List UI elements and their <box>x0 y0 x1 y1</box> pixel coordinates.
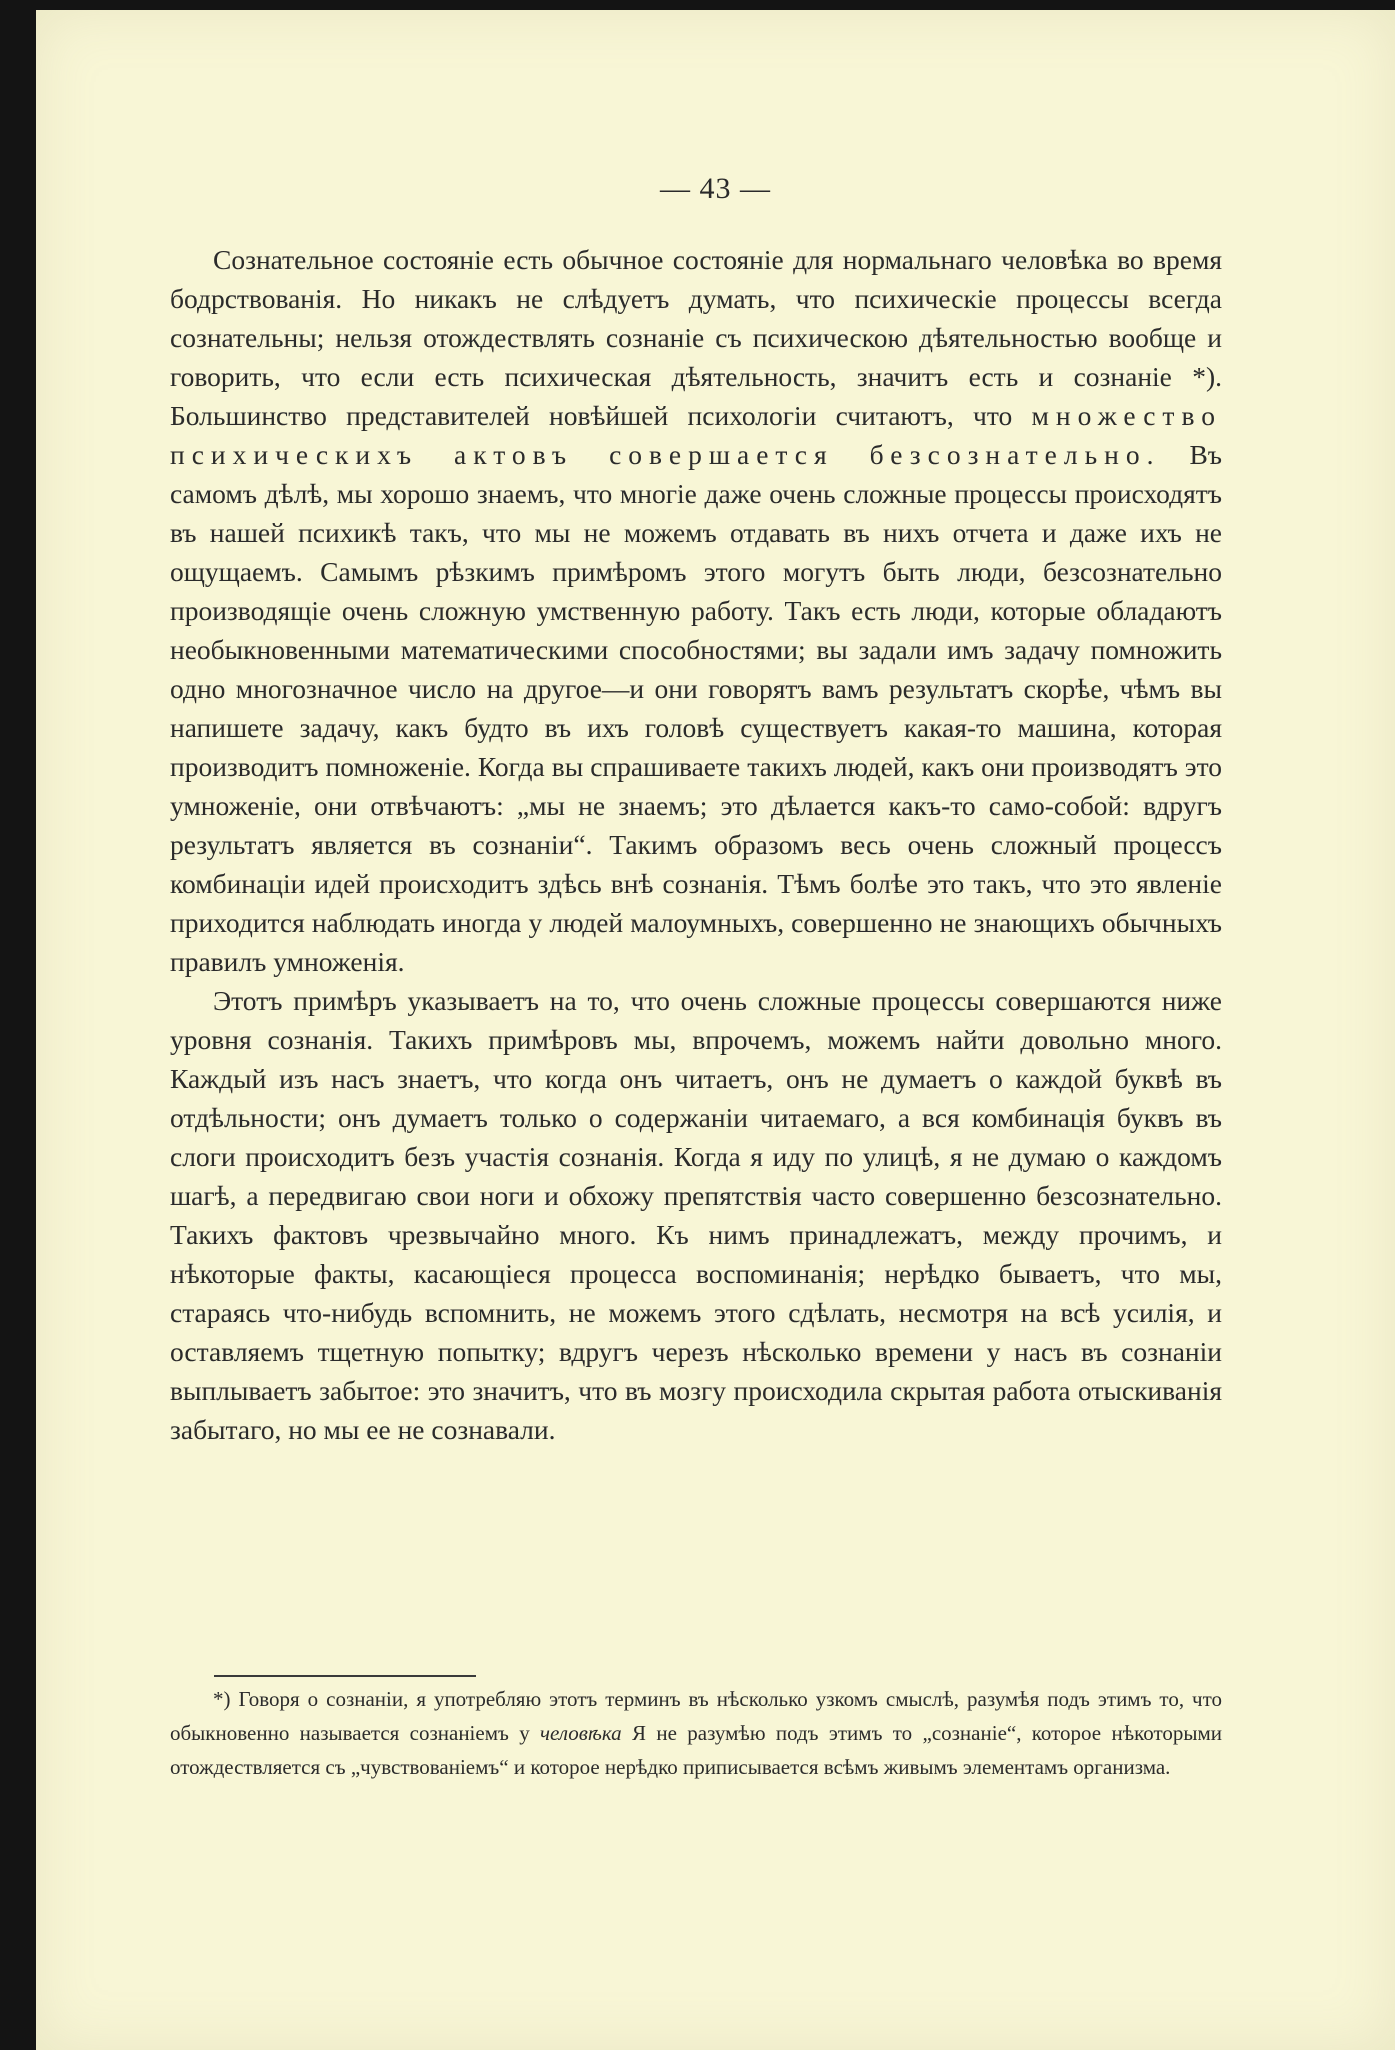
footnote-text-b: Я не разумѣю подъ этимъ то „сознаніе“, которое нѣкоторыми отождествляется съ „чувствованіемъ“ и которое нерѣдко приписывается всѣмъ живымъ элементамъ организма. <box>170 1721 1222 1779</box>
paragraph-1-text-b: Въ самомъ дѣлѣ, мы хорошо знаемъ, что многіе даже очень сложные процессы происходятъ въ нашей психикѣ такъ, что мы не можемъ отдавать въ нихъ отчета и даже ихъ не ощущаемъ. Самымъ рѣзкимъ примѣромъ этого могутъ быть люди, безсознательно производящіе очень сложную умственную работу. Такъ есть люди, которые обладаютъ необыкновенными математическими способностями; вы задали имъ задачу помножить одно многозначное число на другое—и они говорятъ вамъ результатъ скорѣе, чѣмъ вы напишете задачу, какъ будто въ ихъ головѣ существуетъ какая-то машина, которая производитъ помноженіе. Когда вы спрашиваете такихъ людей, какъ они производятъ это умноженіе, они отвѣчаютъ: „мы не знаемъ; это дѣлается какъ-то само-собой: вдругъ результатъ является въ сознаніи“. Такимъ образомъ весь очень сложный процессъ комбинаціи идей происходитъ здѣсь внѣ сознанія. Тѣмъ болѣе это такъ, что это явленіе приходится наблюдать иногда у людей малоумныхъ, совершенно не знающихъ обычныхъ правилъ умноженія. <box>170 439 1223 977</box>
footnote-text-a: *) Говоря о сознаніи, я употребляю этотъ терминъ въ нѣсколько узкомъ смыслѣ, разумѣя подъ этимъ то, что обыкновенно называется сознаніемъ у <box>170 1687 1222 1745</box>
paragraph-1 <box>170 240 1222 981</box>
footnote-divider <box>214 1675 476 1677</box>
paragraph-1-text-a: Сознательное состояніе есть обычное состояніе для нормальнаго человѣка во время бодрствованія. Но никакъ не слѣдуетъ думать, что психическіе процессы всегда сознательны; нельзя отождествлять сознаніе съ психическою дѣятельностью вообще и говорить, что если есть психическая дѣятельность, значитъ есть и сознаніе *). Большинство представителей новѣйшей психологіи считаютъ, что <box>170 244 1222 431</box>
scanned-page <box>36 10 1395 2050</box>
footnote-italic-text: человѣка <box>540 1721 622 1745</box>
footnote <box>170 1682 1222 1784</box>
page-number: — 43 — <box>660 172 771 205</box>
paragraph-2: Этотъ примѣръ указываетъ на то, что очень сложные процессы совершаются ниже уровня сознанія. Такихъ примѣровъ мы, впрочемъ, можемъ найти довольно много. Каждый изъ насъ знаетъ, что когда онъ читаетъ, онъ не думаетъ о каждой буквѣ въ отдѣльности; онъ думаетъ только о содержаніи читаемаго, а вся комбинація буквъ въ слоги происходитъ безъ участія сознанія. Когда я иду по улицѣ, я не думаю о каждомъ шагѣ, а передвигаю свои ноги и обхожу препятствія часто совершенно безсознательно. Такихъ фактовъ чрезвычайно много. Къ нимъ принадлежатъ, между прочимъ, и нѣкоторые факты, касающіеся процесса воспоминанія; нерѣдко бываетъ, что мы, стараясь что-нибудь вспомнить, не можемъ этого сдѣлать, несмотря на всѣ усилія, и оставляемъ тщетную попытку; вдругъ черезъ нѣсколько времени у насъ въ сознаніи выплываетъ забытое: это значитъ, что въ мозгу происходила скрытая работа отыскиванія забытаго, но мы ее не сознавали. <box>170 985 1222 1445</box>
paragraph-1-spaced-text: множество психическихъ актовъ совершается безсознательно. <box>170 400 1222 470</box>
body-text <box>170 240 1222 1449</box>
